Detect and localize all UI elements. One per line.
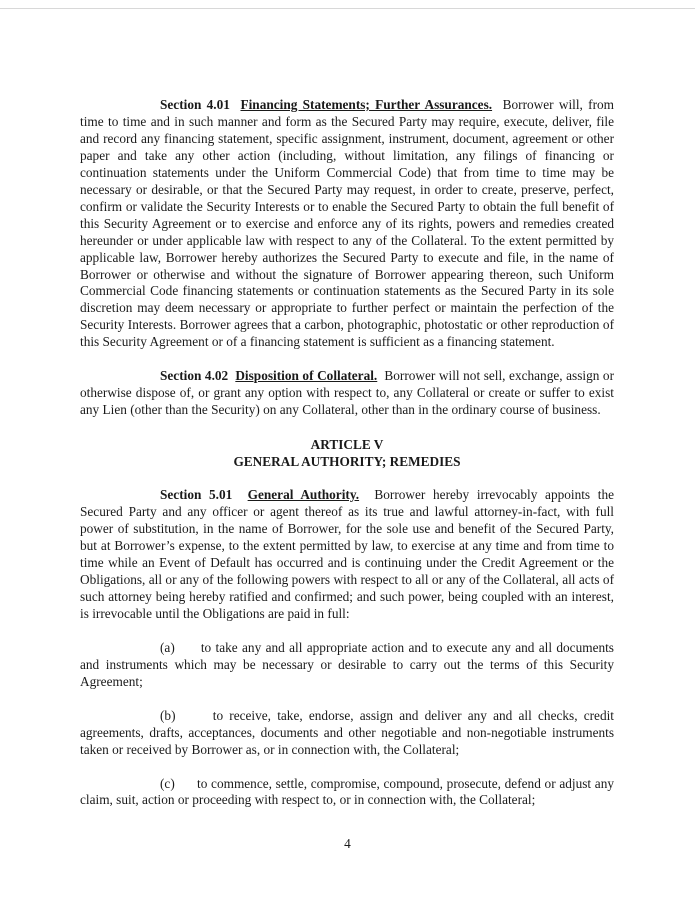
section-4-01 — [80, 97, 614, 351]
article-number: ARTICLE V — [310, 437, 384, 453]
list-item-b — [80, 708, 614, 759]
list-item-c — [80, 776, 614, 810]
section-4-02-number: Section 4.02 — [160, 368, 229, 384]
list-item-a-label: (a) — [160, 639, 175, 655]
list-item-c-label: (c) — [160, 775, 175, 791]
section-4-01-number: Section 4.01 — [160, 97, 230, 112]
page-number: 4 — [344, 836, 351, 851]
page-top-edge — [0, 8, 695, 9]
section-4-02 — [80, 368, 614, 419]
section-5-01-title: General Authority. — [247, 487, 360, 503]
section-5-01-number: Section 5.01 — [160, 487, 233, 503]
document-page — [80, 97, 614, 809]
section-4-02-body: Borrower will not sell, exchange, assign or otherwise dispose of, or grant any option with respect to, any Collateral or create or suffer to exist any Lien (other than the Security) on any Collateral, other than in the ordinary course of business. — [80, 368, 614, 418]
section-4-02-title: Disposition of Collateral. — [235, 368, 378, 384]
list-item-b-text: to receive, take, endorse, assign and deliver any and all checks, credit agreements, drafts, acceptances, documents and other negotiable and non-negotiable instruments taken or received by Borrower as, or in connection with, the Collateral; — [80, 707, 614, 757]
article-heading — [80, 436, 614, 470]
section-4-01-body: Borrower will, from time to time and in such manner and form as the Secured Party may require, execute, deliver, file and record any financing statement, specific assignment, instrument, document, agreement or other paper and take any other action (including, without limitation, any filings of financing or continuation statements under the Uniform Commercial Code) that from time to time may be necessary or desirable, or that the Secured Party may request, in order to create, preserve, perfect, confirm or validate the Security Interests or to enable the Secured Party to obtain the full benefit of this Security Agreement or to exercise and enforce any of its rights, powers and remedies created hereunder or under applicable law with respect to any of the Collateral. To the extent permitted by applicable law, Borrower hereby authorizes the Secured Party to execute and file, in the name of Borrower or otherwise and without the signature of Borrower appearing thereon, such Uniform Commercial Code financing statements or continuation statements as the Secured Party in its sole discretion may deem necessary or appropriate to further perfect or maintain the perfection of the Security Interests. Borrower agrees that a carbon, photographic, photostatic or other reproduction of this Security Agreement or of a financing statement is sufficient as a financing statement. — [80, 97, 614, 350]
list-item-c-text: to commence, settle, compromise, compound, prosecute, defend or adjust any claim, suit, action or proceeding with respect to, or in connection with, the Collateral; — [80, 775, 614, 808]
section-5-01-body: Borrower hereby irrevocably appoints the Secured Party and any officer or agent thereof as its true and lawful attorney-in-fact, with full power of substitution, in the name of Borrower, for the sole use and benefit of the Secured Party, but at Borrower’s expense, to the extent permitted by law, to exercise at any time and from time to time while an Event of Default has occurred and is continuing under the Credit Agreement or the Obligations, all or any of the following powers with respect to all or any of the Collateral, all acts of such attorney being hereby ratified and confirmed; and such power, being coupled with an interest, is irrevocable until the Obligations are paid in full: — [80, 487, 615, 621]
list-item-a-text: to take any and all appropriate action and to execute any and all documents and instruments which may be necessary or desirable to carry out the terms of this Security Agreement; — [80, 639, 614, 689]
section-5-01 — [80, 487, 614, 623]
list-item-b-label: (b) — [160, 707, 176, 723]
section-4-01-title: Financing Statements; Further Assurances. — [240, 97, 493, 112]
list-item-a — [80, 640, 614, 691]
article-title: GENERAL AUTHORITY; REMEDIES — [233, 454, 461, 470]
